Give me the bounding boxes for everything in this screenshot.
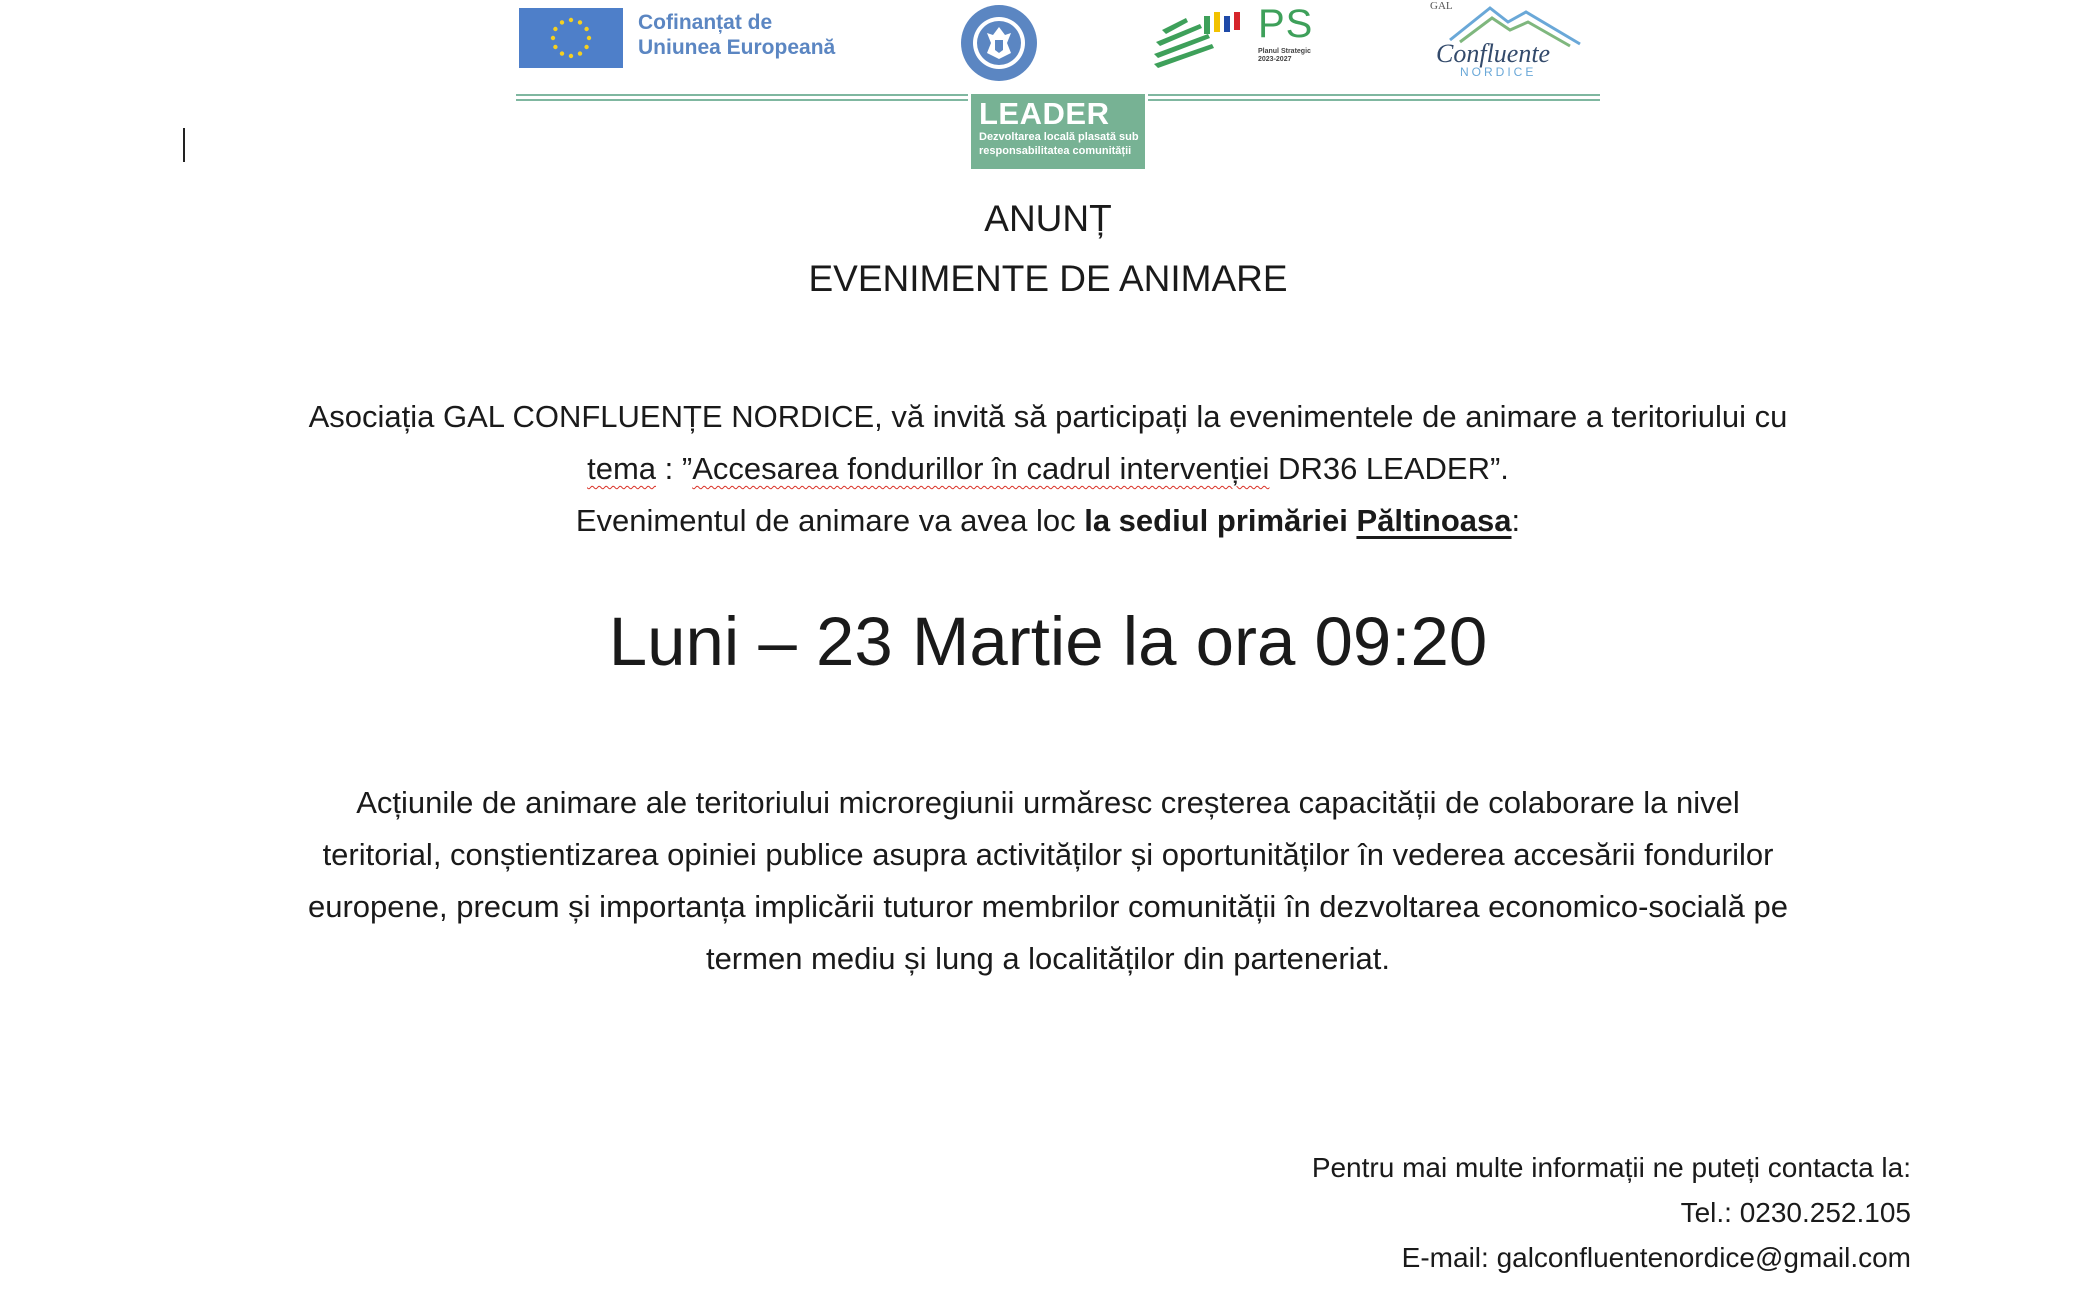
eu-stars-icon — [519, 8, 623, 68]
intro-line-2 — [0, 451, 2096, 487]
leader-badge — [971, 94, 1145, 169]
contact-phone: Tel.: 0230.252.105 — [1680, 1197, 1911, 1228]
eu-flag-logo — [519, 8, 623, 68]
ps-subtitle — [1258, 48, 1311, 64]
eu-text-line1: Cofinanțat de — [638, 11, 773, 34]
location-place: Păltinoasa — [1356, 503, 1512, 538]
contact-email: E-mail: galconfluentenordice@gmail.com — [1401, 1242, 1911, 1273]
intro-topic-title: Accesarea fondurillor în cadrul intervenției — [692, 451, 1270, 486]
announcement-subtitle: EVENIMENTE DE ANIMARE — [808, 258, 1288, 299]
header-rule-left-top — [516, 94, 968, 96]
leader-subtitle: Dezvoltarea locală plasată sub responsabilitatea comunității — [979, 131, 1139, 157]
paragraph-line-4: termen mediu și lung a localităților din parteneriat. — [705, 941, 1391, 976]
ps-sub-line1: Planul Strategic — [1258, 48, 1311, 55]
event-datetime: Luni – 23 Martie la ora 09:20 — [608, 603, 1488, 680]
gal-confluente-nordice-logo — [1430, 0, 1590, 80]
intro-line-1: Asociația GAL CONFLUENȚE NORDICE, vă invită să participați la evenimentele de animare a teritoriului cu — [308, 399, 1788, 434]
location-prefix: Evenimentul de animare va avea loc — [575, 503, 1085, 538]
location-bold: la sediul primăriei — [1084, 503, 1357, 538]
intro-topic-sep: : ” — [656, 451, 693, 486]
paragraph-line-2: teritorial, conștientizarea opiniei publice asupra activităților și oportunităților în vederea accesării fondurilor — [322, 837, 1774, 872]
text-cursor — [183, 128, 185, 162]
ps-sub-line2: 2023-2027 — [1258, 56, 1292, 63]
intro-topic-word: tema — [587, 451, 657, 486]
eu-cofinancing-label — [638, 10, 835, 60]
location-suffix: : — [1511, 503, 1521, 538]
announcement-title: ANUNȚ — [984, 198, 1112, 239]
intro-topic-code: DR36 LEADER”. — [1269, 451, 1509, 486]
ps-label: PS — [1258, 2, 1314, 46]
paragraph-line-1: Acțiunile de animare ale teritoriului microregiunii urmăresc creșterea capacității de colaborare la nivel — [356, 785, 1740, 820]
gal-sub: NORDICE — [1460, 65, 1537, 79]
location-line — [0, 503, 2096, 539]
header-rule-right-top — [1148, 94, 1600, 96]
paragraph-line-3: europene, precum și importanța implicării tuturor membrilor comunității în dezvoltarea economico-socială pe — [307, 889, 1789, 924]
leader-title: LEADER — [979, 96, 1110, 131]
gal-name: Confluente — [1436, 39, 1551, 68]
header-rule-left-bottom — [516, 99, 968, 101]
gal-label: GAL — [1430, 0, 1453, 12]
header-rule-right-bottom — [1148, 99, 1600, 101]
eu-text-line2: Uniunea Europeană — [638, 36, 836, 59]
romanian-government-seal-icon — [947, 2, 1051, 84]
contact-intro: Pentru mai multe informații ne puteți contacta la: — [1311, 1152, 1911, 1183]
